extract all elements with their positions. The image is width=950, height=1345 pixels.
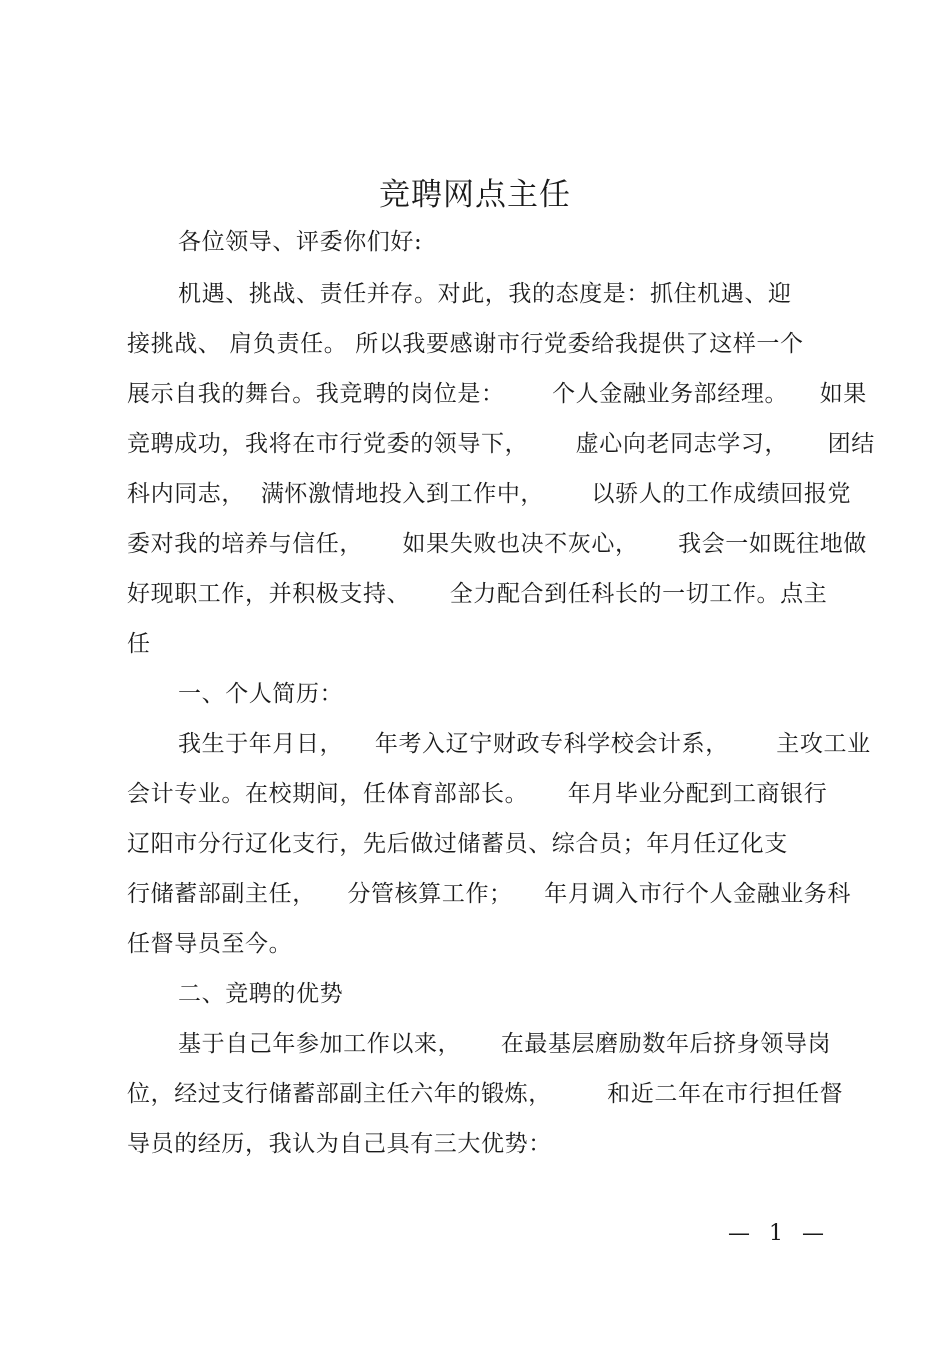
- paragraph-line: 接挑战、 肩负责任。 所以我要感谢市行党委给我提供了这样一个: [127, 331, 804, 357]
- paragraph-line: 我生于年月日， 年考入辽宁财政专科学校会计系， 主攻工业: [178, 731, 871, 757]
- paragraph-line: 展示自我的舞台。我竞聘的岗位是： 个人金融业务部经理。 如果: [127, 381, 867, 407]
- paragraph-line: 基于自己年参加工作以来， 在最基层磨励数年后挤身领导岗: [178, 1031, 832, 1057]
- page-number: — 1 —: [728, 1221, 830, 1246]
- paragraph-line: 导员的经历，我认为自己具有三大优势：: [127, 1131, 552, 1157]
- paragraph-line: 位，经过支行储蓄部副主任六年的锻炼， 和近二年在市行担任督: [127, 1081, 844, 1107]
- paragraph-line: 好现职工作，并积极支持、 全力配合到任科长的一切工作。点主: [127, 581, 828, 607]
- paragraph-line: 任督导员至今。: [127, 931, 293, 957]
- paragraph-line: 会计专业。在校期间，任体育部部长。 年月毕业分配到工商银行: [127, 781, 828, 807]
- section-heading: 二、竞聘的优势: [178, 981, 344, 1007]
- salutation: 各位领导、评委你们好:: [178, 229, 423, 255]
- paragraph-line: 机遇、挑战、责任并存。对此，我的态度是：抓住机遇、迎: [178, 281, 792, 307]
- section-heading: 一、个人简历：: [178, 681, 344, 707]
- paragraph-line: 科内同志， 满怀激情地投入到工作中， 以骄人的工作成绩回报党: [127, 481, 852, 507]
- paragraph-line: 委对我的培养与信任， 如果失败也决不灰心， 我会一如既往地做: [127, 531, 867, 557]
- paragraph-line: 竞聘成功，我将在市行党委的领导下， 虚心向老同志学习， 团结: [127, 431, 875, 457]
- paragraph-line: 行储蓄部副主任， 分管核算工作； 年月调入市行个人金融业务科: [127, 881, 852, 907]
- paragraph-line: 任: [127, 631, 151, 657]
- document-title: 竞聘网点主任: [379, 177, 571, 213]
- paragraph-line: 辽阳市分行辽化支行，先后做过储蓄员、综合员；年月任辽化支: [127, 831, 788, 857]
